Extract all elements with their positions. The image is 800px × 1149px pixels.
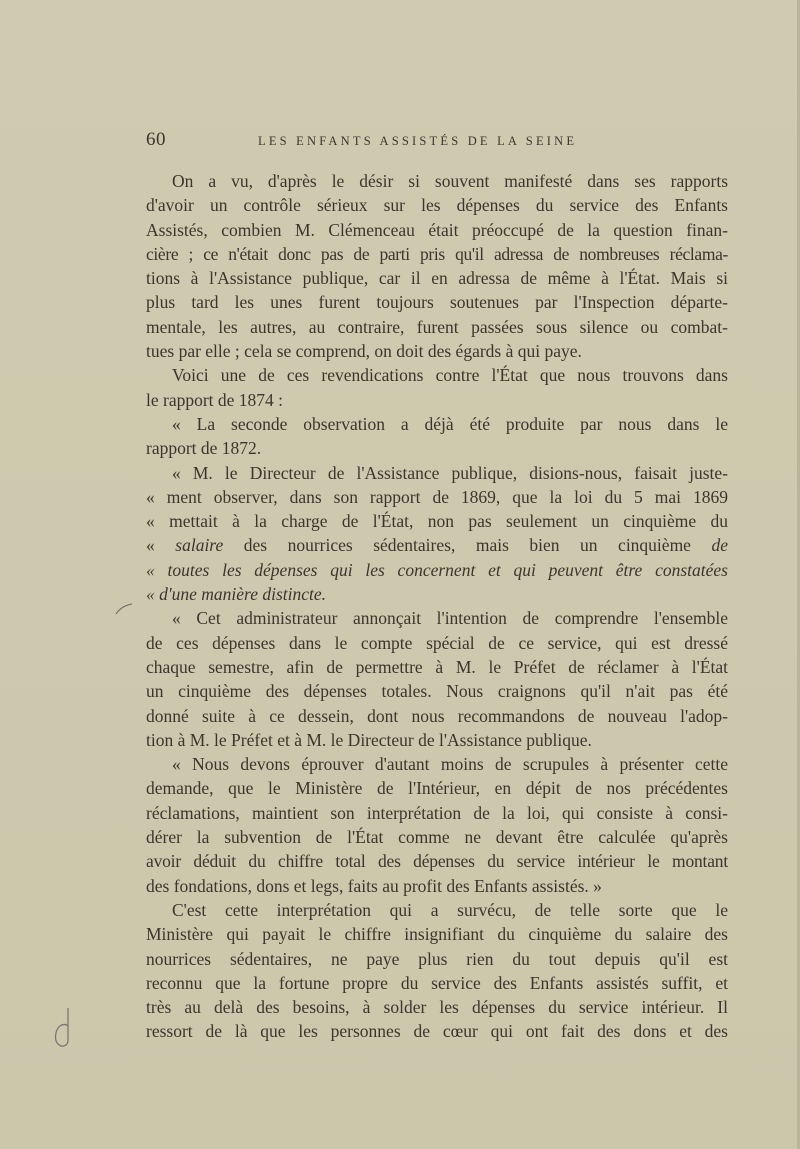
- text-line-italic: « d'une manière distincte.: [146, 584, 326, 605]
- text-line: réclamations, maintient son interprétation de la loi, qui consiste à consi-: [146, 802, 728, 823]
- text-line-italic: « toutes les dépenses qui les concernent et qui peuvent être constatées: [146, 559, 728, 580]
- text-line: chaque semestre, afin de permettre à M. le Préfet de réclamer à l'État: [146, 656, 728, 677]
- text-line: « ment observer, dans son rapport de 1869, que la loi du 5 mai 1869: [146, 486, 728, 507]
- text-line: nourrices sédentaires, ne paye plus rien du tout depuis qu'il est: [146, 948, 728, 969]
- pencil-letter-mark-icon: [52, 1004, 74, 1050]
- text-line: un cinquième des dépenses totales. Nous craignons qu'il n'ait pas été: [146, 681, 728, 702]
- text-line: [146, 533, 728, 557]
- text-line: demande, que le Ministère de l'Intérieur, en dépit de nos précédentes: [146, 778, 728, 799]
- text-segment: «: [146, 535, 176, 556]
- page-header: [146, 128, 728, 152]
- text-segment: de: [711, 535, 728, 556]
- text-line: donné suite à ce dessein, dont nous recommandons de nouveau l'adop-: [146, 705, 728, 726]
- text-line: plus tard les unes furent toujours soutenues par l'Inspection départe-: [146, 292, 728, 313]
- text-line: Assistés, combien M. Clémenceau était préoccupé de la question finan-: [146, 219, 728, 240]
- text-segment: des nourrices sédentaires, mais bien un cinquième: [223, 535, 712, 556]
- text-line: tions à l'Assistance publique, car il en adressa de même à l'État. Mais si: [146, 268, 728, 289]
- text-line: de ces dépenses dans le compte spécial de ce service, qui est dressé: [146, 632, 728, 653]
- text-line: des fondations, dons et legs, faits au profit des Enfants assistés. »: [146, 875, 602, 896]
- text-line: d'avoir un contrôle sérieux sur les dépenses du service des Enfants: [146, 195, 728, 216]
- text-line: dérer la subvention de l'État comme ne devant être calculée qu'après: [146, 827, 728, 848]
- text-line: ressort de là que les personnes de cœur qui ont fait des dons et des: [146, 1021, 728, 1042]
- body-text: [146, 169, 728, 1044]
- text-line: avoir déduit du chiffre total des dépenses du service intérieur le montant: [146, 851, 728, 872]
- text-line: « mettait à la charge de l'État, non pas seulement un cinquième du: [146, 511, 728, 532]
- text-line: rapport de 1872.: [146, 438, 262, 459]
- text-line: « M. le Directeur de l'Assistance publique, disions-nous, faisait juste-: [172, 462, 728, 483]
- text-line: mentale, les autres, au contraire, furent passées sous silence ou combat-: [146, 316, 728, 337]
- text-line: « Nous devons éprouver d'autant moins de scrupules à présenter cette: [172, 754, 728, 775]
- text-line: Ministère qui payait le chiffre insignifiant du cinquième du salaire des: [146, 924, 728, 945]
- pencil-mark-icon: [112, 590, 134, 630]
- text-line: C'est cette interprétation qui a survécu, de telle sorte que le: [172, 899, 728, 920]
- page-number: 60: [146, 129, 166, 150]
- text-line: reconnu que la fortune propre du service des Enfants assistés suffit, et: [146, 972, 728, 993]
- running-title: LES ENFANTS ASSISTÉS DE LA SEINE: [258, 134, 578, 148]
- text-line: Voici une de ces revendications contre l'État que nous trouvons dans: [172, 365, 728, 386]
- text-line: « Cet administrateur annonçait l'intention de comprendre l'ensemble: [172, 608, 728, 629]
- text-line: On a vu, d'après le désir si souvent manifesté dans ses rapports: [172, 171, 728, 191]
- text-line: cière ; ce n'était donc pas de parti pris qu'il adressa de nombreuses réclama-: [146, 243, 728, 264]
- text-line: très au delà des besoins, à solder les dépenses du service intérieur. Il: [146, 997, 728, 1018]
- text-line: tion à M. le Préfet et à M. le Directeur de l'Assistance publique.: [146, 729, 592, 750]
- text-line: tues par elle ; cela se comprend, on doit des égards à qui paye.: [146, 341, 582, 362]
- text-line: « La seconde observation a déjà été produite par nous dans le: [172, 413, 728, 434]
- text-line: le rapport de 1874 :: [146, 389, 284, 410]
- text-segment: salaire: [175, 535, 224, 556]
